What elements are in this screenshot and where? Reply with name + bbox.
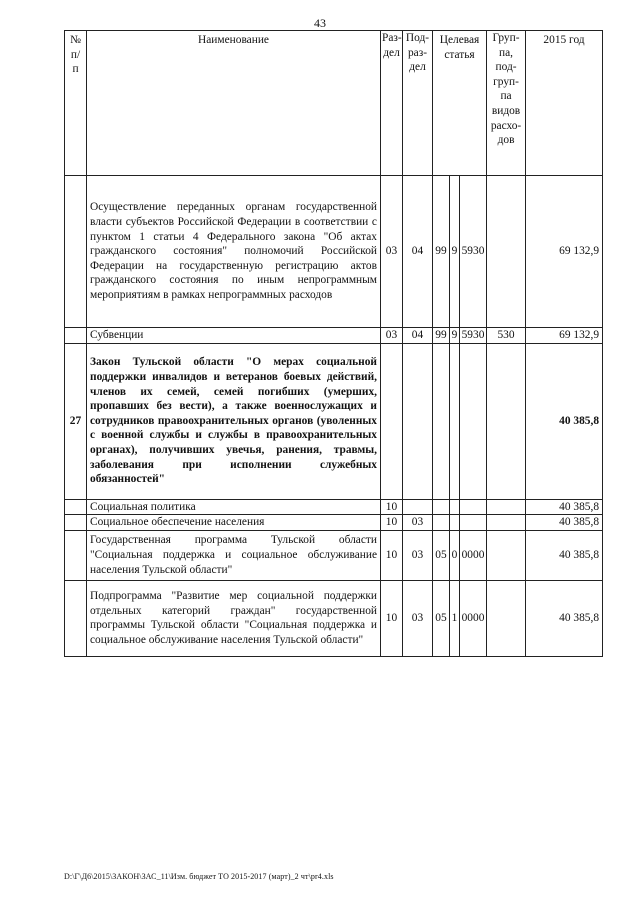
- table-row: [65, 343, 603, 499]
- row-podrazdel: 03: [403, 580, 433, 656]
- row-target-program: 05: [433, 580, 450, 656]
- row-number: [65, 499, 87, 515]
- row-razdel: 10: [381, 580, 403, 656]
- row-target-subprogram: [450, 515, 460, 531]
- header-name: Наименование: [87, 31, 381, 176]
- table-row: [65, 515, 603, 531]
- budget-table: [64, 30, 603, 657]
- row-target-direction: [460, 343, 487, 499]
- row-target-subprogram: [450, 499, 460, 515]
- row-target-direction: [460, 499, 487, 515]
- row-expense-group: [487, 343, 526, 499]
- row-amount-2015: 40 385,8: [526, 515, 603, 531]
- row-amount-2015: 69 132,9: [526, 328, 603, 344]
- row-target-subprogram: 9: [450, 328, 460, 344]
- row-target-program: [433, 499, 450, 515]
- table-row: [65, 580, 603, 656]
- row-number: [65, 176, 87, 328]
- row-amount-2015: 40 385,8: [526, 580, 603, 656]
- row-target-program: [433, 343, 450, 499]
- header-podrazdel: Под-раз-дел: [403, 31, 433, 176]
- row-target-program: 99: [433, 176, 450, 328]
- row-expense-group: 530: [487, 328, 526, 344]
- row-expense-group: [487, 499, 526, 515]
- file-path-footer: D:\Г\Д6\2015\ЗАКОН\ЗАС_11\Изм. бюджет ТО 2015-2017 (март)_2 чт\pr4.xls: [64, 872, 334, 881]
- row-amount-2015: 40 385,8: [526, 499, 603, 515]
- row-podrazdel: 03: [403, 530, 433, 580]
- row-name: Социальная политика: [87, 499, 381, 515]
- row-name: Субвенции: [87, 328, 381, 344]
- row-podrazdel: [403, 499, 433, 515]
- row-amount-2015: 40 385,8: [526, 343, 603, 499]
- row-target-subprogram: 9: [450, 176, 460, 328]
- row-name: Государственная программа Тульской области "Социальная поддержка и социальное обслуживание населения Тульской области": [87, 530, 381, 580]
- row-target-subprogram: 0: [450, 530, 460, 580]
- row-expense-group: [487, 530, 526, 580]
- header-expense-group: Груп-па, под-груп-па видов расхо-дов: [487, 31, 526, 176]
- header-year-2015: 2015 год: [526, 31, 603, 176]
- row-amount-2015: 69 132,9: [526, 176, 603, 328]
- row-target-subprogram: 1: [450, 580, 460, 656]
- row-number: [65, 515, 87, 531]
- row-target-program: 99: [433, 328, 450, 344]
- header-target-article: Целевая статья: [433, 31, 487, 176]
- row-number: 27: [65, 343, 87, 499]
- row-expense-group: [487, 515, 526, 531]
- row-target-direction: 5930: [460, 176, 487, 328]
- row-target-direction: 0000: [460, 530, 487, 580]
- row-target-direction: 5930: [460, 328, 487, 344]
- row-razdel: 03: [381, 176, 403, 328]
- table-row: [65, 328, 603, 344]
- row-razdel: 10: [381, 530, 403, 580]
- row-expense-group: [487, 580, 526, 656]
- row-name: Осуществление переданных органам государственной власти субъектов Российской Федерации в соответствии с пунктом 1 статьи 4 Федерального закона "Об актах гражданского состояния" полномочий Российской Федерации на государственную регистрацию актов гражданского состояния по иным непрограммным мероприятиям в рамках непрограммных расходов: [87, 176, 381, 328]
- row-podrazdel: 04: [403, 328, 433, 344]
- row-amount-2015: 40 385,8: [526, 530, 603, 580]
- page-number: 43: [314, 16, 326, 30]
- row-expense-group: [487, 176, 526, 328]
- row-podrazdel: [403, 343, 433, 499]
- table-row: [65, 176, 603, 328]
- row-name: Социальное обеспечение населения: [87, 515, 381, 531]
- table-row: [65, 530, 603, 580]
- row-number: [65, 328, 87, 344]
- row-target-subprogram: [450, 343, 460, 499]
- row-number: [65, 580, 87, 656]
- row-razdel: 10: [381, 515, 403, 531]
- row-target-direction: 0000: [460, 580, 487, 656]
- header-num: № п/п: [65, 31, 87, 176]
- row-podrazdel: 03: [403, 515, 433, 531]
- row-podrazdel: 04: [403, 176, 433, 328]
- row-target-program: 05: [433, 530, 450, 580]
- row-target-direction: [460, 515, 487, 531]
- row-name: Подпрограмма "Развитие мер социальной поддержки отдельных категорий граждан" государственной программы Тульской области "Социальная поддержка и социальное обслуживание населения Тульской области": [87, 580, 381, 656]
- header-row: [65, 31, 603, 176]
- row-target-program: [433, 515, 450, 531]
- row-razdel: [381, 343, 403, 499]
- row-razdel: 03: [381, 328, 403, 344]
- row-name: Закон Тульской области "О мерах социальной поддержки инвалидов и ветеранов боевых действий, членов их семей, семей погибших (умерших, пропавших без вести), а также военнослужащих и сотрудников правоохранительных органов (уволенных с военной службы и службы в правоохранительных органах), получивших увечья, ранения, травмы, заболевания при исполнении служебных обязанностей": [87, 343, 381, 499]
- row-number: [65, 530, 87, 580]
- header-razdel: Раз-дел: [381, 31, 403, 176]
- table-row: [65, 499, 603, 515]
- row-razdel: 10: [381, 499, 403, 515]
